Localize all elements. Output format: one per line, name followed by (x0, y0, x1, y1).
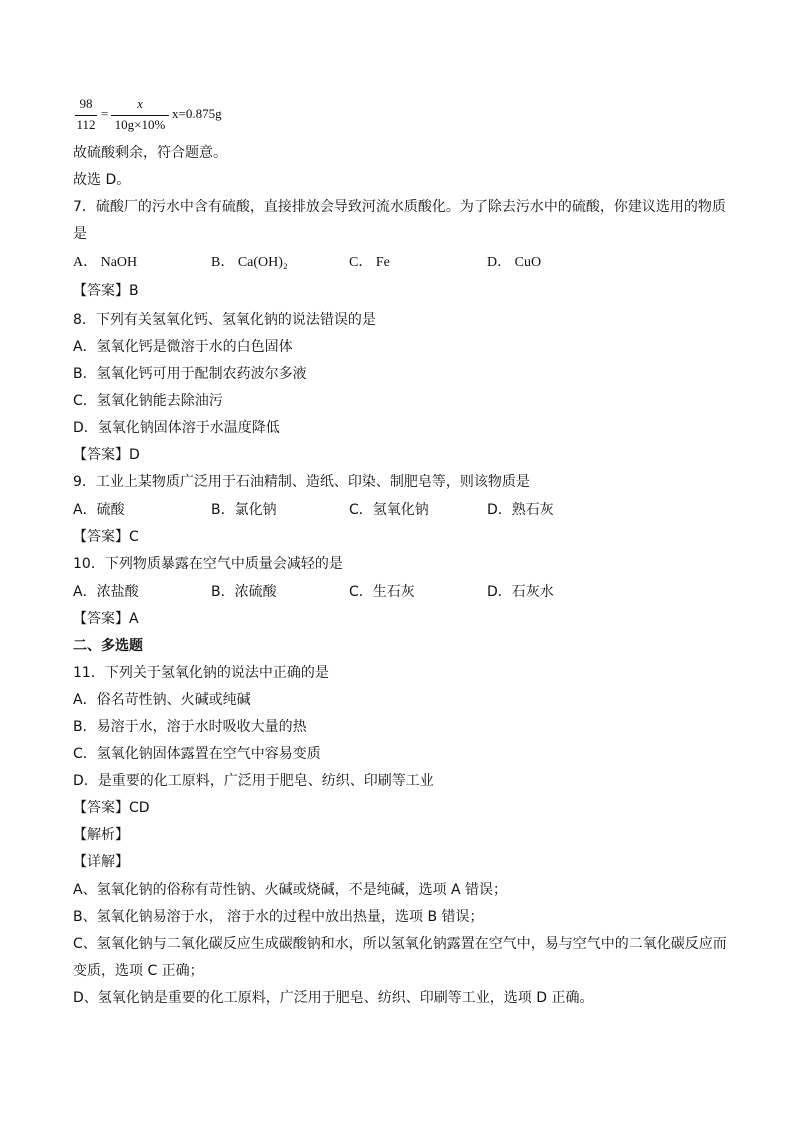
answer-9: 【答案】C (73, 529, 139, 545)
option-d: D．是重要的化工原料，广泛用于肥皂、纺织、印刷等工业 (73, 773, 434, 789)
option-d: D．氢氧化钠固体溶于水温度降低 (73, 420, 280, 436)
question-9: 9．工业上某物质广泛用于石油精制、造纸、印染、制肥皂等，则该物质是 (73, 474, 530, 490)
option-b: B． Ca(OH)₂ (211, 255, 288, 270)
answer-11: 【答案】CD (73, 800, 150, 816)
question-8: 8．下列有关氢氧化钙、氢氧化钠的说法错误的是 (73, 312, 376, 328)
formula-right-denominator: 10g×10% (114, 117, 166, 132)
detail-label: 【详解】 (73, 854, 129, 870)
option-c: C．氢氧化钠固体露置在空气中容易变质 (73, 746, 321, 762)
explanation-line: D、氢氧化钠是重要的化工原料，广泛用于肥皂、纺织、印刷等工业，选项 D 正确。 (73, 990, 594, 1006)
section-heading: 二、多选题 (73, 638, 143, 654)
formula-left-denominator: 112 (76, 117, 96, 132)
formula-left-bar (75, 115, 97, 116)
option-b: B．氯化钠 (211, 502, 277, 518)
formula-left-numerator: 98 (79, 96, 93, 111)
option-c: C． Fe (349, 255, 390, 270)
option-c: C．氢氧化钠能去除油污 (73, 393, 223, 409)
answer-10: 【答案】A (73, 611, 139, 627)
option-b: B．易溶于水，溶于水时吸收大量的热 (73, 719, 307, 735)
question-10: 10．下列物质暴露在空气中质量会减轻的是 (73, 556, 343, 572)
explanation-line: C、氢氧化钠与二氧化碳反应生成碳酸钠和水，所以氢氧化钠露置在空气中，易与空气中的二氧化碳反应而 (73, 936, 727, 952)
option-a: A．浓盐酸 (73, 584, 139, 600)
question-11: 11．下列关于氢氧化钠的说法中正确的是 (73, 665, 329, 681)
formula-right-numerator: x (137, 96, 143, 111)
text-line: 故选 D。 (73, 172, 131, 188)
explanation-line: B、氢氧化钠易溶于水， 溶于水的过程中放出热量，选项 B 错误； (73, 909, 484, 925)
formula-result: x=0.875g (172, 106, 222, 121)
option-d: D． CuO (487, 255, 542, 270)
option-d: D．熟石灰 (487, 502, 554, 518)
option-a: A．俗名苛性钠、火碱或纯碱 (73, 692, 251, 708)
text-line: 故硫酸剩余，符合题意。 (73, 145, 227, 161)
option-a: A． NaOH (73, 255, 138, 270)
option-c: C．氢氧化钠 (349, 502, 429, 518)
option-c: C．生石灰 (349, 584, 415, 600)
formula (73, 96, 243, 136)
option-d: D．石灰水 (487, 584, 554, 600)
question-7: 7．硫酸厂的污水中含有硫酸，直接排放会导致河流水质酸化。为了除去污水中的硫酸，你建议选用的物质 (73, 199, 726, 215)
option-b: B．氢氧化钙可用于配制农药波尔多液 (73, 366, 307, 382)
explanation-line: 变质，选项 C 正确； (73, 963, 204, 979)
analysis-label: 【解析】 (73, 827, 129, 843)
question-7-cont: 是 (73, 226, 87, 242)
answer-7: 【答案】B (73, 283, 139, 299)
answer-8: 【答案】D (73, 447, 140, 463)
option-b: B．浓硫酸 (211, 584, 277, 600)
option-a: A．硫酸 (73, 502, 125, 518)
option-a: A．氢氧化钙是微溶于水的白色固体 (73, 339, 293, 355)
explanation-line: A、氢氧化钠的俗称有苛性钠、火碱或烧碱，不是纯碱，选项 A 错误； (73, 882, 508, 898)
formula-equals: = (101, 106, 109, 121)
formula-right-bar (111, 115, 169, 116)
